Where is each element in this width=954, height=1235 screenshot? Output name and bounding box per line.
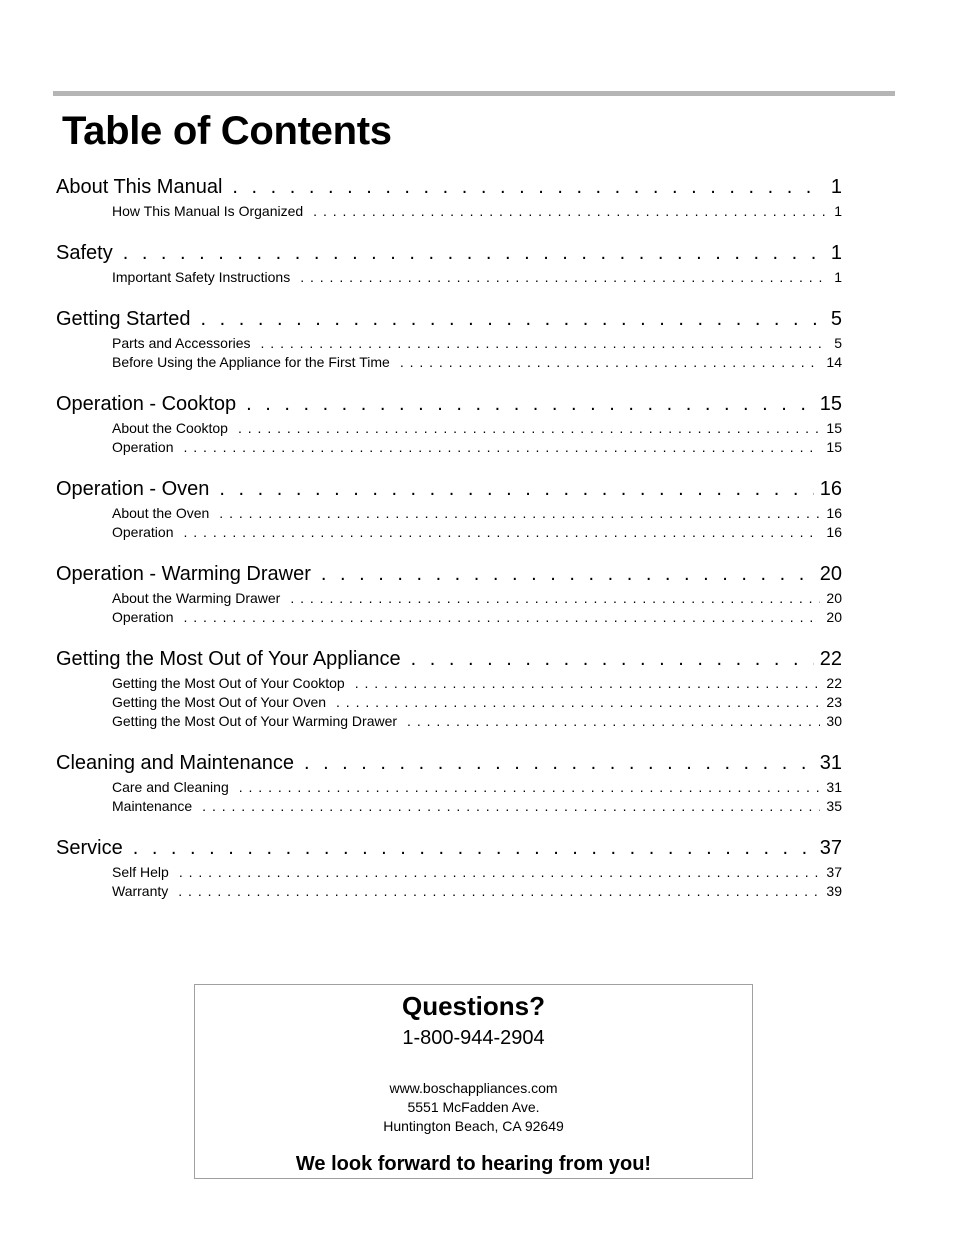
toc-subsection-title: Important Safety Instructions [112,269,291,285]
toc-page-number: 22 [826,675,842,691]
dot-leader [232,173,824,202]
toc-subsection-title: About the Cooktop [112,420,228,436]
toc-subsection-entry[interactable] [112,797,842,816]
toc-page-number: 16 [826,524,842,540]
closing-message: We look forward to hearing from you! [295,1153,652,1175]
toc-page-number: 5 [830,308,842,330]
dot-leader [183,438,820,457]
toc-subsection-title: Before Using the Appliance for the First Time [112,354,390,370]
toc-subsection-title: Operation [112,524,174,540]
toc-page-number: 1 [830,176,842,198]
toc-page-number: 15 [819,393,842,415]
toc-subsection-title: Care and Cleaning [112,779,229,795]
toc-page-number: 20 [819,563,842,585]
dot-leader [239,778,821,797]
toc-chapter-entry[interactable] [56,834,842,863]
dot-leader [219,475,813,504]
toc-page-number: 30 [826,713,842,729]
toc-subsection-title: Maintenance [112,798,193,814]
toc-subsection-entry[interactable] [112,778,842,797]
toc-page-number: 31 [819,752,842,774]
toc-page-number: 15 [826,439,842,455]
toc-subsection-title: Warranty [112,883,169,899]
toc-chapter-entry[interactable] [56,173,842,202]
dot-leader [202,797,820,816]
toc-chapter-title: Getting the Most Out of Your Appliance [56,648,401,670]
toc-subsection-entry[interactable] [112,674,842,693]
toc-subsection-title: Operation [112,609,174,625]
toc-chapter-entry[interactable] [56,305,842,334]
contact-address [195,1079,752,1136]
toc-page-number: 15 [826,420,842,436]
toc-subsection-title: Operation [112,439,174,455]
toc-subsection-entry[interactable] [112,353,842,372]
toc-page-number: 35 [826,798,842,814]
toc-page-number: 20 [826,609,842,625]
toc-chapter-title: Cleaning and Maintenance [56,752,294,774]
toc-chapter-entry[interactable] [56,560,842,589]
toc-subsection-entry[interactable] [112,419,842,438]
dot-leader [407,712,820,731]
toc-chapter-title: Operation - Warming Drawer [56,563,311,585]
toc-subsection-title: Parts and Accessories [112,335,251,351]
toc-chapter-entry[interactable] [56,390,842,419]
dot-leader [290,589,820,608]
toc-page-number: 16 [819,478,842,500]
toc-subsection-title: Getting the Most Out of Your Oven [112,694,327,710]
questions-box [194,984,753,1179]
dot-leader [179,863,821,882]
dot-leader [133,834,814,863]
dot-leader [411,645,814,674]
toc-page-number: 22 [819,648,842,670]
top-rule [53,91,895,96]
toc-chapter-title: Safety [56,242,113,264]
dot-leader [183,608,820,627]
dot-leader [183,523,820,542]
toc-subsection-entry[interactable] [112,504,842,523]
toc-chapter-entry[interactable] [56,645,842,674]
toc-page-number: 20 [826,590,842,606]
dot-leader [261,334,829,353]
toc-chapter-title: Service [56,837,123,859]
page-title: Table of Contents [62,109,392,153]
toc-section [56,305,842,372]
street-address: 5551 McFadden Ave. [407,1099,540,1115]
toc-page-number: 5 [834,335,842,351]
dot-leader [123,239,825,268]
toc-section [56,560,842,627]
toc-subsection-title: Getting the Most Out of Your Cooktop [112,675,345,691]
dot-leader [300,268,828,287]
dot-leader [313,202,828,221]
toc-subsection-entry[interactable] [112,693,842,712]
toc-page-number: 1 [834,269,842,285]
toc-page-number: 37 [826,864,842,880]
toc-subsection-entry[interactable] [112,334,842,353]
toc-page-number: 37 [819,837,842,859]
toc-section [56,749,842,816]
dot-leader [178,882,820,901]
toc-subsection-entry[interactable] [112,268,842,287]
toc-page-number: 31 [826,779,842,795]
toc-subsection-entry[interactable] [112,523,842,542]
questions-heading: Questions? [401,991,545,1021]
toc-page-number: 1 [834,203,842,219]
dot-leader [246,390,814,419]
dot-leader [219,504,820,523]
toc-section [56,834,842,901]
toc-section [56,390,842,457]
toc-page-number: 16 [826,505,842,521]
toc-subsection-entry[interactable] [112,438,842,457]
dot-leader [238,419,820,438]
toc-subsection-title: How This Manual Is Organized [112,203,304,219]
toc-section [56,475,842,542]
dot-leader [321,560,814,589]
phone-number[interactable]: 1-800-944-2904 [402,1027,545,1049]
toc-subsection-entry[interactable] [112,712,842,731]
dot-leader [304,749,814,778]
toc-subsection-title: About the Oven [112,505,210,521]
city-address: Huntington Beach, CA 92649 [383,1118,564,1134]
toc-subsection-entry[interactable] [112,202,842,221]
dot-leader [400,353,821,372]
table-of-contents [56,173,842,919]
dot-leader [355,674,821,693]
toc-subsection-entry[interactable] [112,863,842,882]
toc-chapter-title: Getting Started [56,308,191,330]
toc-chapter-title: About This Manual [56,176,223,198]
dot-leader [336,693,820,712]
toc-section [56,239,842,287]
toc-chapter-entry[interactable] [56,475,842,504]
toc-subsection-entry[interactable] [112,589,842,608]
toc-chapter-entry[interactable] [56,239,842,268]
toc-page-number: 14 [826,354,842,370]
toc-section [56,645,842,731]
toc-section [56,173,842,221]
toc-subsection-title: About the Warming Drawer [112,590,281,606]
toc-page-number: 1 [830,242,842,264]
toc-subsection-title: Self Help [112,864,169,880]
toc-chapter-title: Operation - Oven [56,478,210,500]
website-link[interactable]: www.boschappliances.com [389,1080,558,1096]
toc-subsection-entry[interactable] [112,882,842,901]
toc-page-number: 23 [826,694,842,710]
toc-subsection-entry[interactable] [112,608,842,627]
toc-chapter-title: Operation - Cooktop [56,393,237,415]
toc-chapter-entry[interactable] [56,749,842,778]
toc-subsection-title: Getting the Most Out of Your Warming Drawer [112,713,398,729]
dot-leader [201,305,825,334]
toc-page-number: 39 [826,883,842,899]
